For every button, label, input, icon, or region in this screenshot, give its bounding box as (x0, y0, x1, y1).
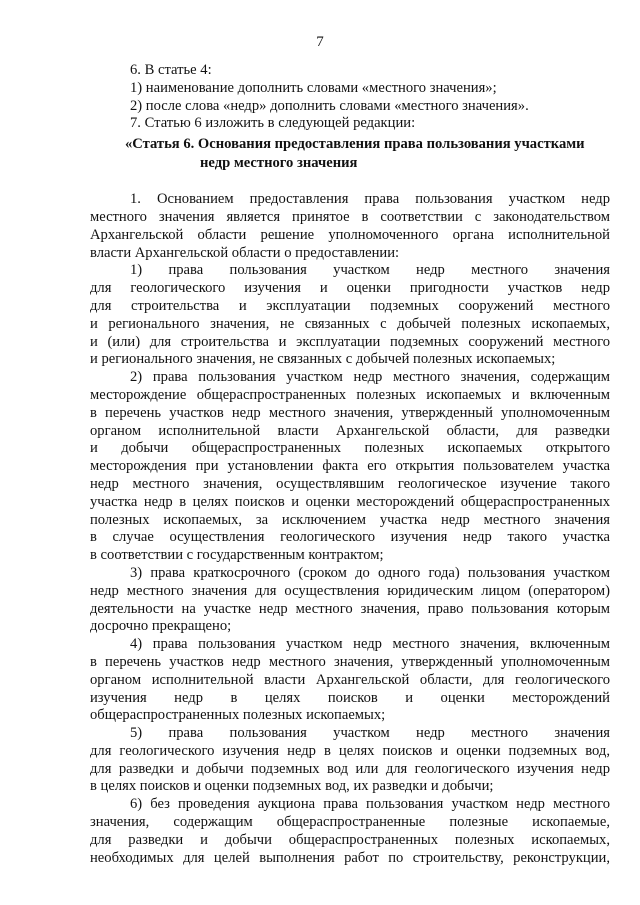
paragraph-line: для разведки и добычи общераспространенных полезных ископаемых, (90, 831, 610, 848)
paragraph-line: общераспространенных полезных ископаемых; (90, 707, 386, 724)
paragraph-line: органом исполнительной власти Архангельской области, для геологического (90, 671, 610, 688)
paragraph-line: 4) права пользования участком недр местного значения, включенным (130, 636, 610, 653)
paragraph-line: полезных ископаемых, за исключением участка недр местного значения (90, 511, 610, 528)
paragraph-line: местного значения является принятое в соответствии с законодательством (90, 208, 610, 225)
paragraph-line: недр местного значения, осуществлявшим геологическое изучение такого (90, 475, 610, 492)
paragraph-line: и добычи общераспространенных полезных ископаемых открытого (90, 440, 610, 457)
paragraph-line: необходимых для целей выполнения работ по строительству, реконструкции, (90, 849, 610, 866)
paragraph-line: для геологического изучения недр в целях поисков и оценки подземных вод, (90, 742, 610, 759)
paragraph-line: месторождение общераспространенных полезных ископаемых и включенным (90, 386, 610, 403)
paragraph-line: в целях поисков и оценки подземных вод, их разведки и добычи; (90, 778, 494, 795)
paragraph-line: Архангельской области решение уполномоченного органа исполнительной (90, 226, 610, 243)
paragraph-line: для разведки и добычи подземных вод или для геологического изучения недр (90, 760, 610, 777)
paragraph-line: досрочно прекращено; (90, 618, 232, 635)
paragraph-line: недр местного значения для осуществления юридическим лицом (оператором) (90, 582, 610, 599)
intro-line: 1) наименование дополнить словами «местного значения»; (130, 79, 497, 96)
paragraph-line: в перечень участков недр местного значения, утвержденный уполномоченным (90, 653, 610, 670)
paragraph-line: 3) права краткосрочного (сроком до одного года) пользования участком (130, 564, 610, 581)
paragraph-line: для строительства и эксплуатации подземных сооружений местного (90, 297, 610, 314)
paragraph-line: 1. Основанием предоставления права пользования участком недр (130, 191, 610, 208)
paragraph-line: в случае осуществления геологического изучения недр такого участка (90, 529, 610, 546)
paragraph-line: деятельности на участке недр местного значения, право пользования которым (90, 600, 610, 617)
paragraph-line: и регионального значения, не связанных с добычей полезных ископаемых; (90, 351, 556, 368)
page-number: 7 (316, 34, 324, 50)
paragraph-line: и регионального значения, не связанных с добычей полезных ископаемых, (90, 315, 610, 332)
paragraph-line: значения, содержащим общераспространенные полезные ископаемые, (90, 814, 610, 831)
paragraph-line: участка недр в целях поисков и оценки месторождений общераспространенных (90, 493, 610, 510)
paragraph-line: власти Архангельской области о предоставлении: (90, 244, 400, 261)
paragraph-line: 6) без проведения аукциона права пользования участком недр местного (130, 796, 610, 813)
intro-line: 2) после слова «недр» дополнить словами «местного значения». (130, 97, 529, 114)
document-body (90, 62, 610, 867)
paragraph-line: 2) права пользования участком недр местного значения, содержащим (130, 369, 610, 386)
intro-line: 6. В статье 4: (130, 62, 212, 78)
paragraph-line: для геологического изучения и оценки пригодности участков недр (90, 280, 610, 297)
paragraph-line: органом исполнительной власти Архангельской области, для разведки (90, 422, 610, 439)
article-heading-line: недр местного значения (200, 155, 358, 172)
intro-line: 7. Статью 6 изложить в следующей редакции: (130, 115, 416, 132)
article-heading (90, 135, 610, 173)
paragraph-line: 5) права пользования участком недр местного значения (130, 725, 610, 742)
paragraph-line: в соответствии с государственным контрактом; (90, 547, 384, 564)
paragraph-line: в перечень участков недр местного значения, утвержденный уполномоченным (90, 404, 610, 421)
paragraph-line: изучения недр в целях поисков и оценки месторождений (90, 689, 610, 706)
paragraph-line: месторождения при установлении факта его открытия пользователем участка (90, 458, 610, 475)
article-heading-line: «Статья 6. Основания предоставления права пользования участками (125, 136, 585, 153)
paragraph-line: и (или) для строительства и эксплуатации подземных сооружений местного (90, 333, 610, 350)
paragraph-line: 1) права пользования участком недр местного значения (130, 262, 610, 279)
